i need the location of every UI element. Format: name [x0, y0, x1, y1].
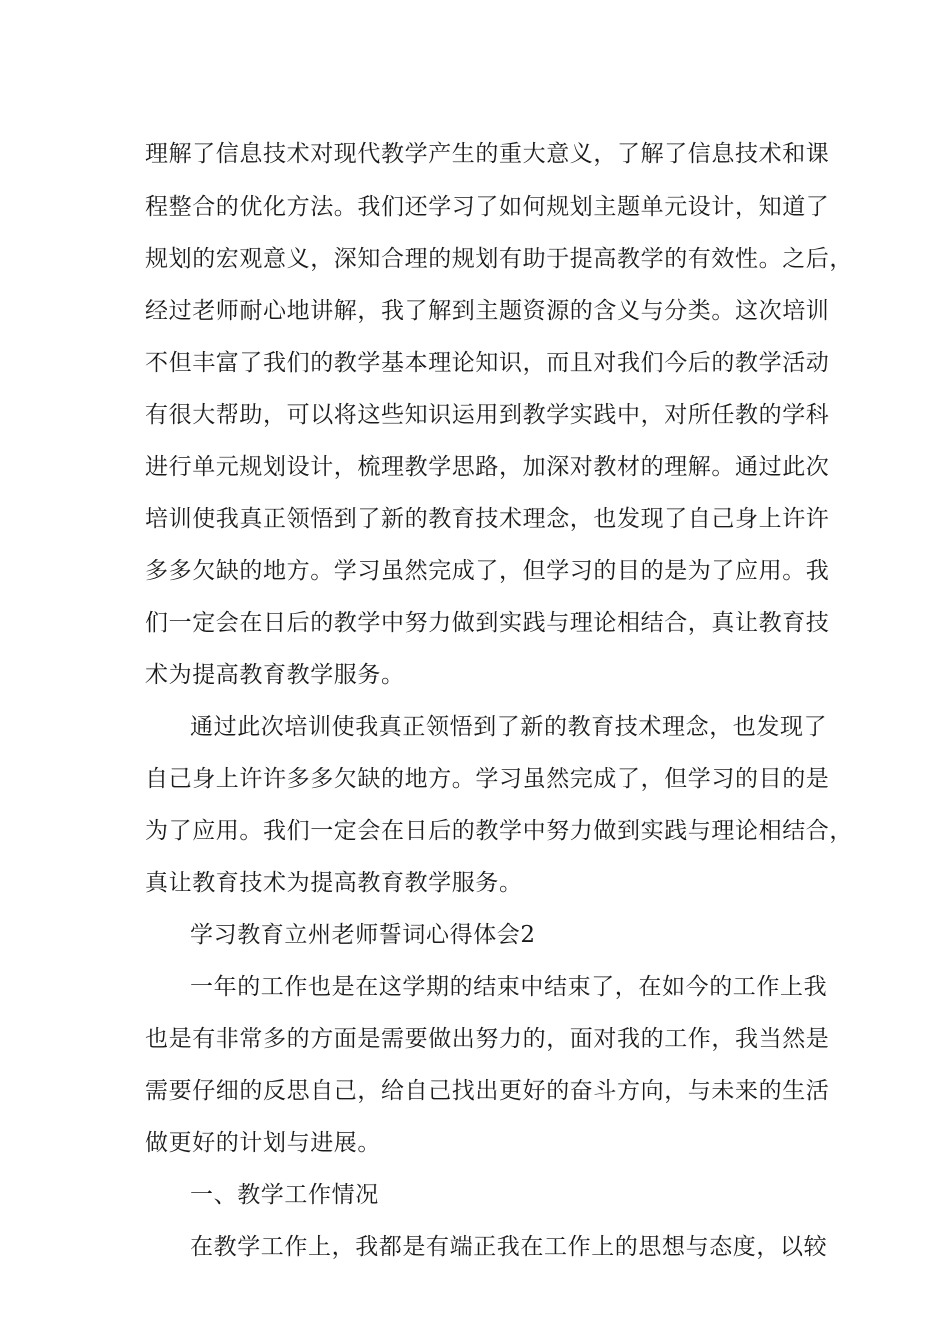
paragraph-line: 规划的宏观意义，深知合理的规划有助于提高教学的有效性。之后，: [145, 246, 853, 272]
paragraph-line: 一年的工作也是在这学期的结束中结束了，在如今的工作上我: [190, 974, 828, 1000]
paragraph-line: 术为提高教育教学服务。: [145, 662, 405, 688]
paragraph-line: 经过老师耐心地讲解，我了解到主题资源的含义与分类。这次培训: [145, 298, 830, 324]
subsection-heading: 一、教学工作情况: [190, 1182, 379, 1208]
paragraph-line: 在教学工作上，我都是有端正我在工作上的思想与态度，以较: [190, 1234, 828, 1260]
paragraph-line: 不但丰富了我们的教学基本理论知识，而且对我们今后的教学活动: [145, 350, 830, 376]
paragraph-line: 有很大帮助，可以将这些知识运用到教学实践中，对所任教的学科: [145, 402, 830, 428]
paragraph-line: 多多欠缺的地方。学习虽然完成了，但学习的目的是为了应用。我: [145, 558, 830, 584]
paragraph-line: 程整合的优化方法。我们还学习了如何规划主题单元设计，知道了: [145, 194, 830, 220]
paragraph-line: 通过此次培训使我真正领悟到了新的教育技术理念，也发现了: [190, 714, 828, 740]
paragraph-line: 真让教育技术为提高教育教学服务。: [145, 870, 523, 896]
paragraph-line: 也是有非常多的方面是需要做出努力的，面对我的工作，我当然是: [145, 1026, 830, 1052]
paragraph-line: 理解了信息技术对现代教学产生的重大意义，了解了信息技术和课: [145, 141, 830, 167]
section-heading: 学习教育立州老师誓词心得体会2: [190, 922, 536, 948]
paragraph-line: 进行单元规划设计，梳理教学思路，加深对教材的理解。通过此次: [145, 454, 830, 480]
paragraph-line: 为了应用。我们一定会在日后的教学中努力做到实践与理论相结合，: [145, 818, 853, 844]
paragraph-line: 培训使我真正领悟到了新的教育技术理念，也发现了自己身上许许: [145, 506, 830, 532]
paragraph-line: 自己身上许许多多欠缺的地方。学习虽然完成了，但学习的目的是: [145, 766, 830, 792]
paragraph-line: 做更好的计划与进展。: [145, 1130, 381, 1156]
paragraph-line: 需要仔细的反思自己，给自己找出更好的奋斗方向，与未来的生活: [145, 1078, 830, 1104]
paragraph-line: 们一定会在日后的教学中努力做到实践与理论相结合，真让教育技: [145, 610, 830, 636]
